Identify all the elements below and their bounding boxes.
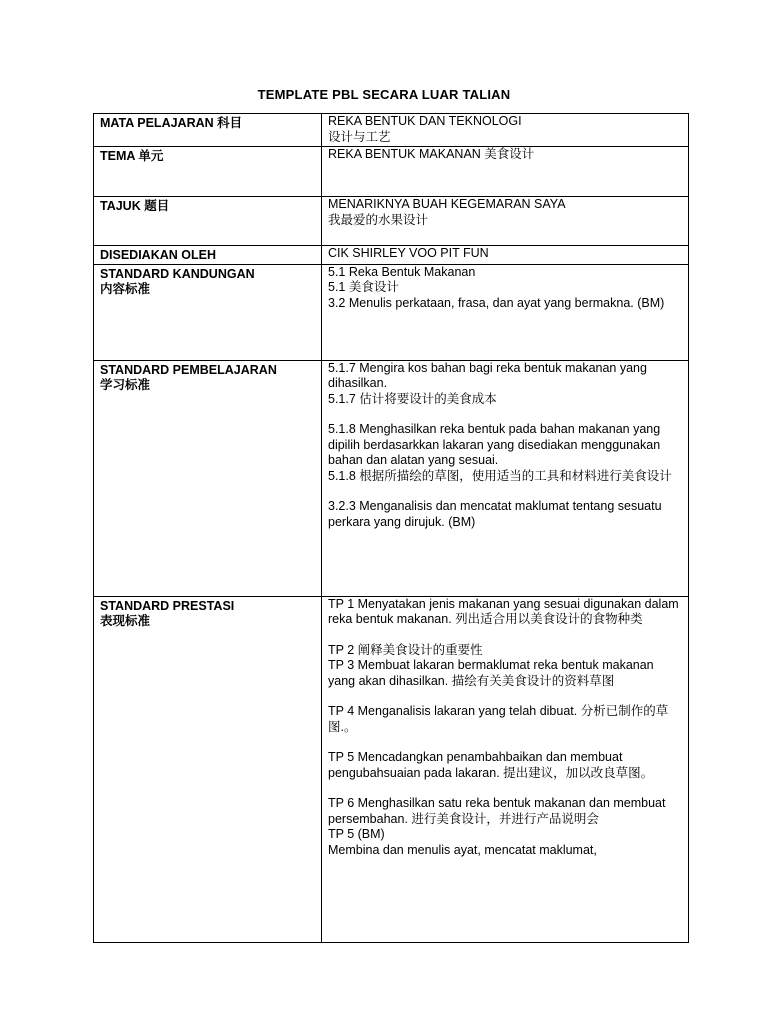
value-line: Membina dan menulis ayat, mencatat maklumat, <box>328 842 597 857</box>
value-line: REKA BENTUK MAKANAN 美食设计 <box>328 147 535 161</box>
value-paragraph <box>328 597 682 628</box>
row-value-cell <box>322 246 689 265</box>
value-line: TP 5 (BM) <box>328 827 385 841</box>
value-line: 我最爱的水果设计 <box>328 212 429 227</box>
value-line: TP 4 Menganalisis lakaran yang telah dibuat. 分析已制作的草图.。 <box>328 704 669 734</box>
value-line: 设计与工艺 <box>328 129 391 144</box>
value-paragraph <box>328 246 682 262</box>
row-label: STANDARD PEMBELAJARAN <box>100 362 277 377</box>
pbl-template-table <box>93 113 689 943</box>
value-paragraph <box>328 147 682 163</box>
value-line: 5.1.7 Mengira kos bahan bagi reka bentuk makanan yang dihasilkan. <box>328 360 647 390</box>
table-row <box>94 197 689 246</box>
value-line: 5.1.8 根据所描绘的草图，使用适当的工具和材料进行美食设计 <box>328 468 672 483</box>
row-label-cell <box>94 147 322 197</box>
value-paragraph <box>328 796 682 858</box>
table-row <box>94 147 689 197</box>
row-value-cell <box>322 596 689 942</box>
value-paragraph <box>328 197 682 228</box>
value-line: 3.2 Menulis perkataan, frasa, dan ayat yang bermakna. (BM) <box>328 295 665 310</box>
table-row <box>94 246 689 265</box>
value-line: TP 5 Mencadangkan penambahbaikan dan membuat pengubahsuaian pada lakaran. 提出建议，加以改良草图。 <box>328 750 654 780</box>
row-label: STANDARD KANDUNGAN <box>100 266 255 281</box>
row-label-cell <box>94 197 322 246</box>
table-row <box>94 360 689 596</box>
table-row <box>94 596 689 942</box>
row-label: TAJUK 题目 <box>100 199 170 213</box>
row-label: STANDARD PRESTASI <box>100 598 235 613</box>
row-label-cell <box>94 596 322 942</box>
row-value-cell <box>322 114 689 147</box>
value-paragraph <box>328 750 682 781</box>
value-paragraph <box>328 422 682 484</box>
table-row <box>94 114 689 147</box>
row-label-cell <box>94 246 322 265</box>
value-line: TP 2 阐释美食设计的重要性 <box>328 642 483 657</box>
value-line: 5.1.7 估计将要设计的美食成本 <box>328 391 497 406</box>
value-line: 5.1 美食设计 <box>328 280 399 294</box>
value-line: 5.1.8 Menghasilkan reka bentuk pada bahan makanan yang dipilih berdasarkkan lakaran yang disediakan menggunakan bahan dan alatan yang sesuai. <box>328 422 661 467</box>
row-label-cell <box>94 360 322 596</box>
value-paragraph <box>328 265 682 312</box>
row-label: 学习标准 <box>100 378 151 392</box>
row-label-cell <box>94 264 322 360</box>
value-line: CIK SHIRLEY VOO PIT FUN <box>328 246 489 260</box>
row-label: TEMA 单元 <box>100 149 164 163</box>
table-body <box>94 114 689 943</box>
row-label-cell <box>94 114 322 147</box>
value-paragraph <box>328 114 682 145</box>
row-value-cell <box>322 264 689 360</box>
row-label: 表现标准 <box>100 614 151 628</box>
value-line: TP 3 Membuat lakaran bermaklumat reka bentuk makanan yang akan dihasilkan. 描绘有关美食设计的资料草图 <box>328 658 654 688</box>
row-value-cell <box>322 197 689 246</box>
row-label: DISEDIAKAN OLEH <box>100 248 216 262</box>
row-label: 内容标准 <box>100 282 151 296</box>
row-value-cell <box>322 360 689 596</box>
value-line: 5.1 Reka Bentuk Makanan <box>328 264 476 279</box>
document-title: TEMPLATE PBL SECARA LUAR TALIAN <box>257 87 511 102</box>
table-row <box>94 264 689 360</box>
value-paragraph <box>328 499 682 530</box>
value-line: 3.2.3 Menganalisis dan mencatat maklumat tentang sesuatu perkara yang dirujuk. (BM) <box>328 499 662 529</box>
row-value-cell <box>322 147 689 197</box>
value-paragraph <box>328 704 682 735</box>
value-line: TP 6 Menghasilkan satu reka bentuk makanan dan membuat persembahan. 进行美食设计，并进行产品说明会 <box>328 796 666 826</box>
value-paragraph <box>328 361 682 408</box>
value-line: REKA BENTUK DAN TEKNOLOGI <box>328 114 522 128</box>
value-paragraph <box>328 643 682 690</box>
value-line: TP 1 Menyatakan jenis makanan yang sesuai digunakan dalam reka bentuk makanan. 列出适合用以美食设计的食物种类 <box>328 596 679 626</box>
row-label: MATA PELAJARAN 科目 <box>100 116 243 130</box>
value-line: MENARIKNYA BUAH KEGEMARAN SAYA <box>328 197 566 211</box>
